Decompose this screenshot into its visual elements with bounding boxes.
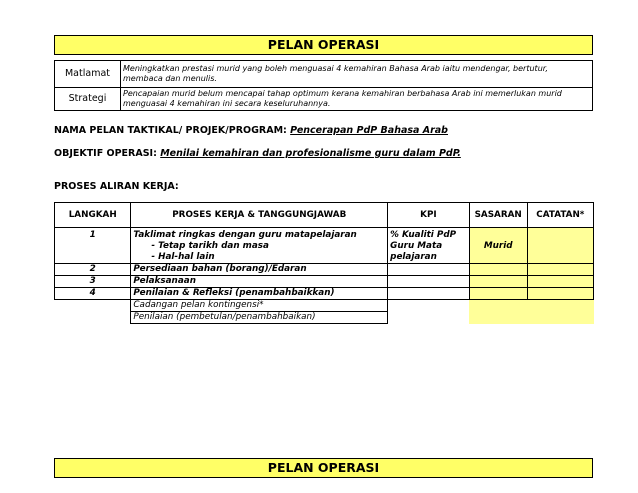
objective-line <box>54 148 461 159</box>
plan-name-line <box>54 125 448 136</box>
process-cell: Penilaian (pembetulan/penambahbaikan) <box>131 312 388 324</box>
process-cell: Pelaksanaan <box>131 276 388 288</box>
table-row <box>55 276 594 288</box>
mission-table <box>54 60 593 111</box>
process-cell <box>131 228 388 264</box>
note-cell <box>527 312 593 324</box>
header-process: PROSES KERJA & TANGGUNGJAWAB <box>131 203 388 228</box>
step-number: 4 <box>55 288 131 300</box>
step-number: 1 <box>55 228 131 264</box>
objective-label: OBJEKTIF OPERASI: <box>54 148 161 159</box>
process-flow-label: PROSES ALIRAN KERJA: <box>54 181 179 192</box>
kpi-cell <box>388 312 470 324</box>
kpi-line: pelajaran <box>390 252 437 262</box>
matlamat-label: Matlamat <box>55 61 121 88</box>
target-cell <box>469 264 527 276</box>
step-number <box>55 300 131 312</box>
process-cell: Penilaian & Refleksi (penambahbaikkan) <box>131 288 388 300</box>
note-cell <box>527 288 593 300</box>
page-title: PELAN OPERASI <box>54 35 593 55</box>
header-target: SASARAN <box>469 203 527 228</box>
note-cell <box>527 276 593 288</box>
header-step: LANGKAH <box>55 203 131 228</box>
strategi-text: Pencapaian murid belum mencapai tahap optimum kerana kemahiran berbahasa Arab ini memerlukan murid menguasai 4 kemahiran ini secara keseluruhannya. <box>121 88 593 111</box>
process-subitem: - Hal-hal lain <box>151 252 215 262</box>
kpi-cell <box>388 276 470 288</box>
footer-title: PELAN OPERASI <box>54 458 593 478</box>
note-cell <box>527 228 593 264</box>
target-cell <box>469 288 527 300</box>
header-note: CATATAN* <box>527 203 593 228</box>
target-cell <box>469 276 527 288</box>
process-cell: Cadangan pelan kontingensi* <box>131 300 388 312</box>
matlamat-text: Meningkatkan prestasi murid yang boleh menguasai 4 kemahiran Bahasa Arab iaitu mendengar, bertutur, membaca dan menulis. <box>121 61 593 88</box>
kpi-cell <box>388 288 470 300</box>
plan-name-label: NAMA PELAN TAKTIKAL/ PROJEK/PROGRAM: <box>54 125 291 136</box>
process-cell: Persediaan bahan (borang)/Edaran <box>131 264 388 276</box>
step-number <box>55 312 131 324</box>
objective-value: Menilai kemahiran dan profesionalisme guru dalam PdP. <box>160 148 461 159</box>
kpi-cell <box>388 300 470 312</box>
process-text: Taklimat ringkas dengan guru matapelajaran <box>133 230 357 240</box>
note-cell <box>527 264 593 276</box>
table-row <box>55 288 594 300</box>
kpi-line: % Kualiti PdP <box>390 230 457 240</box>
process-table <box>54 202 594 324</box>
kpi-cell <box>388 264 470 276</box>
kpi-cell <box>388 228 470 264</box>
target-cell: Murid <box>469 228 527 264</box>
header-kpi: KPI <box>388 203 470 228</box>
process-subitem: - Tetap tarikh dan masa <box>151 241 269 251</box>
target-cell <box>469 300 527 312</box>
table-header-row <box>55 203 594 228</box>
kpi-line: Guru Mata <box>390 241 443 251</box>
table-row <box>55 228 594 264</box>
note-cell <box>527 300 593 312</box>
target-cell <box>469 312 527 324</box>
table-row <box>55 300 594 312</box>
step-number: 2 <box>55 264 131 276</box>
strategi-label: Strategi <box>55 88 121 111</box>
step-number: 3 <box>55 276 131 288</box>
plan-name-value: Pencerapan PdP Bahasa Arab <box>290 125 448 136</box>
table-row <box>55 264 594 276</box>
table-row <box>55 312 594 324</box>
